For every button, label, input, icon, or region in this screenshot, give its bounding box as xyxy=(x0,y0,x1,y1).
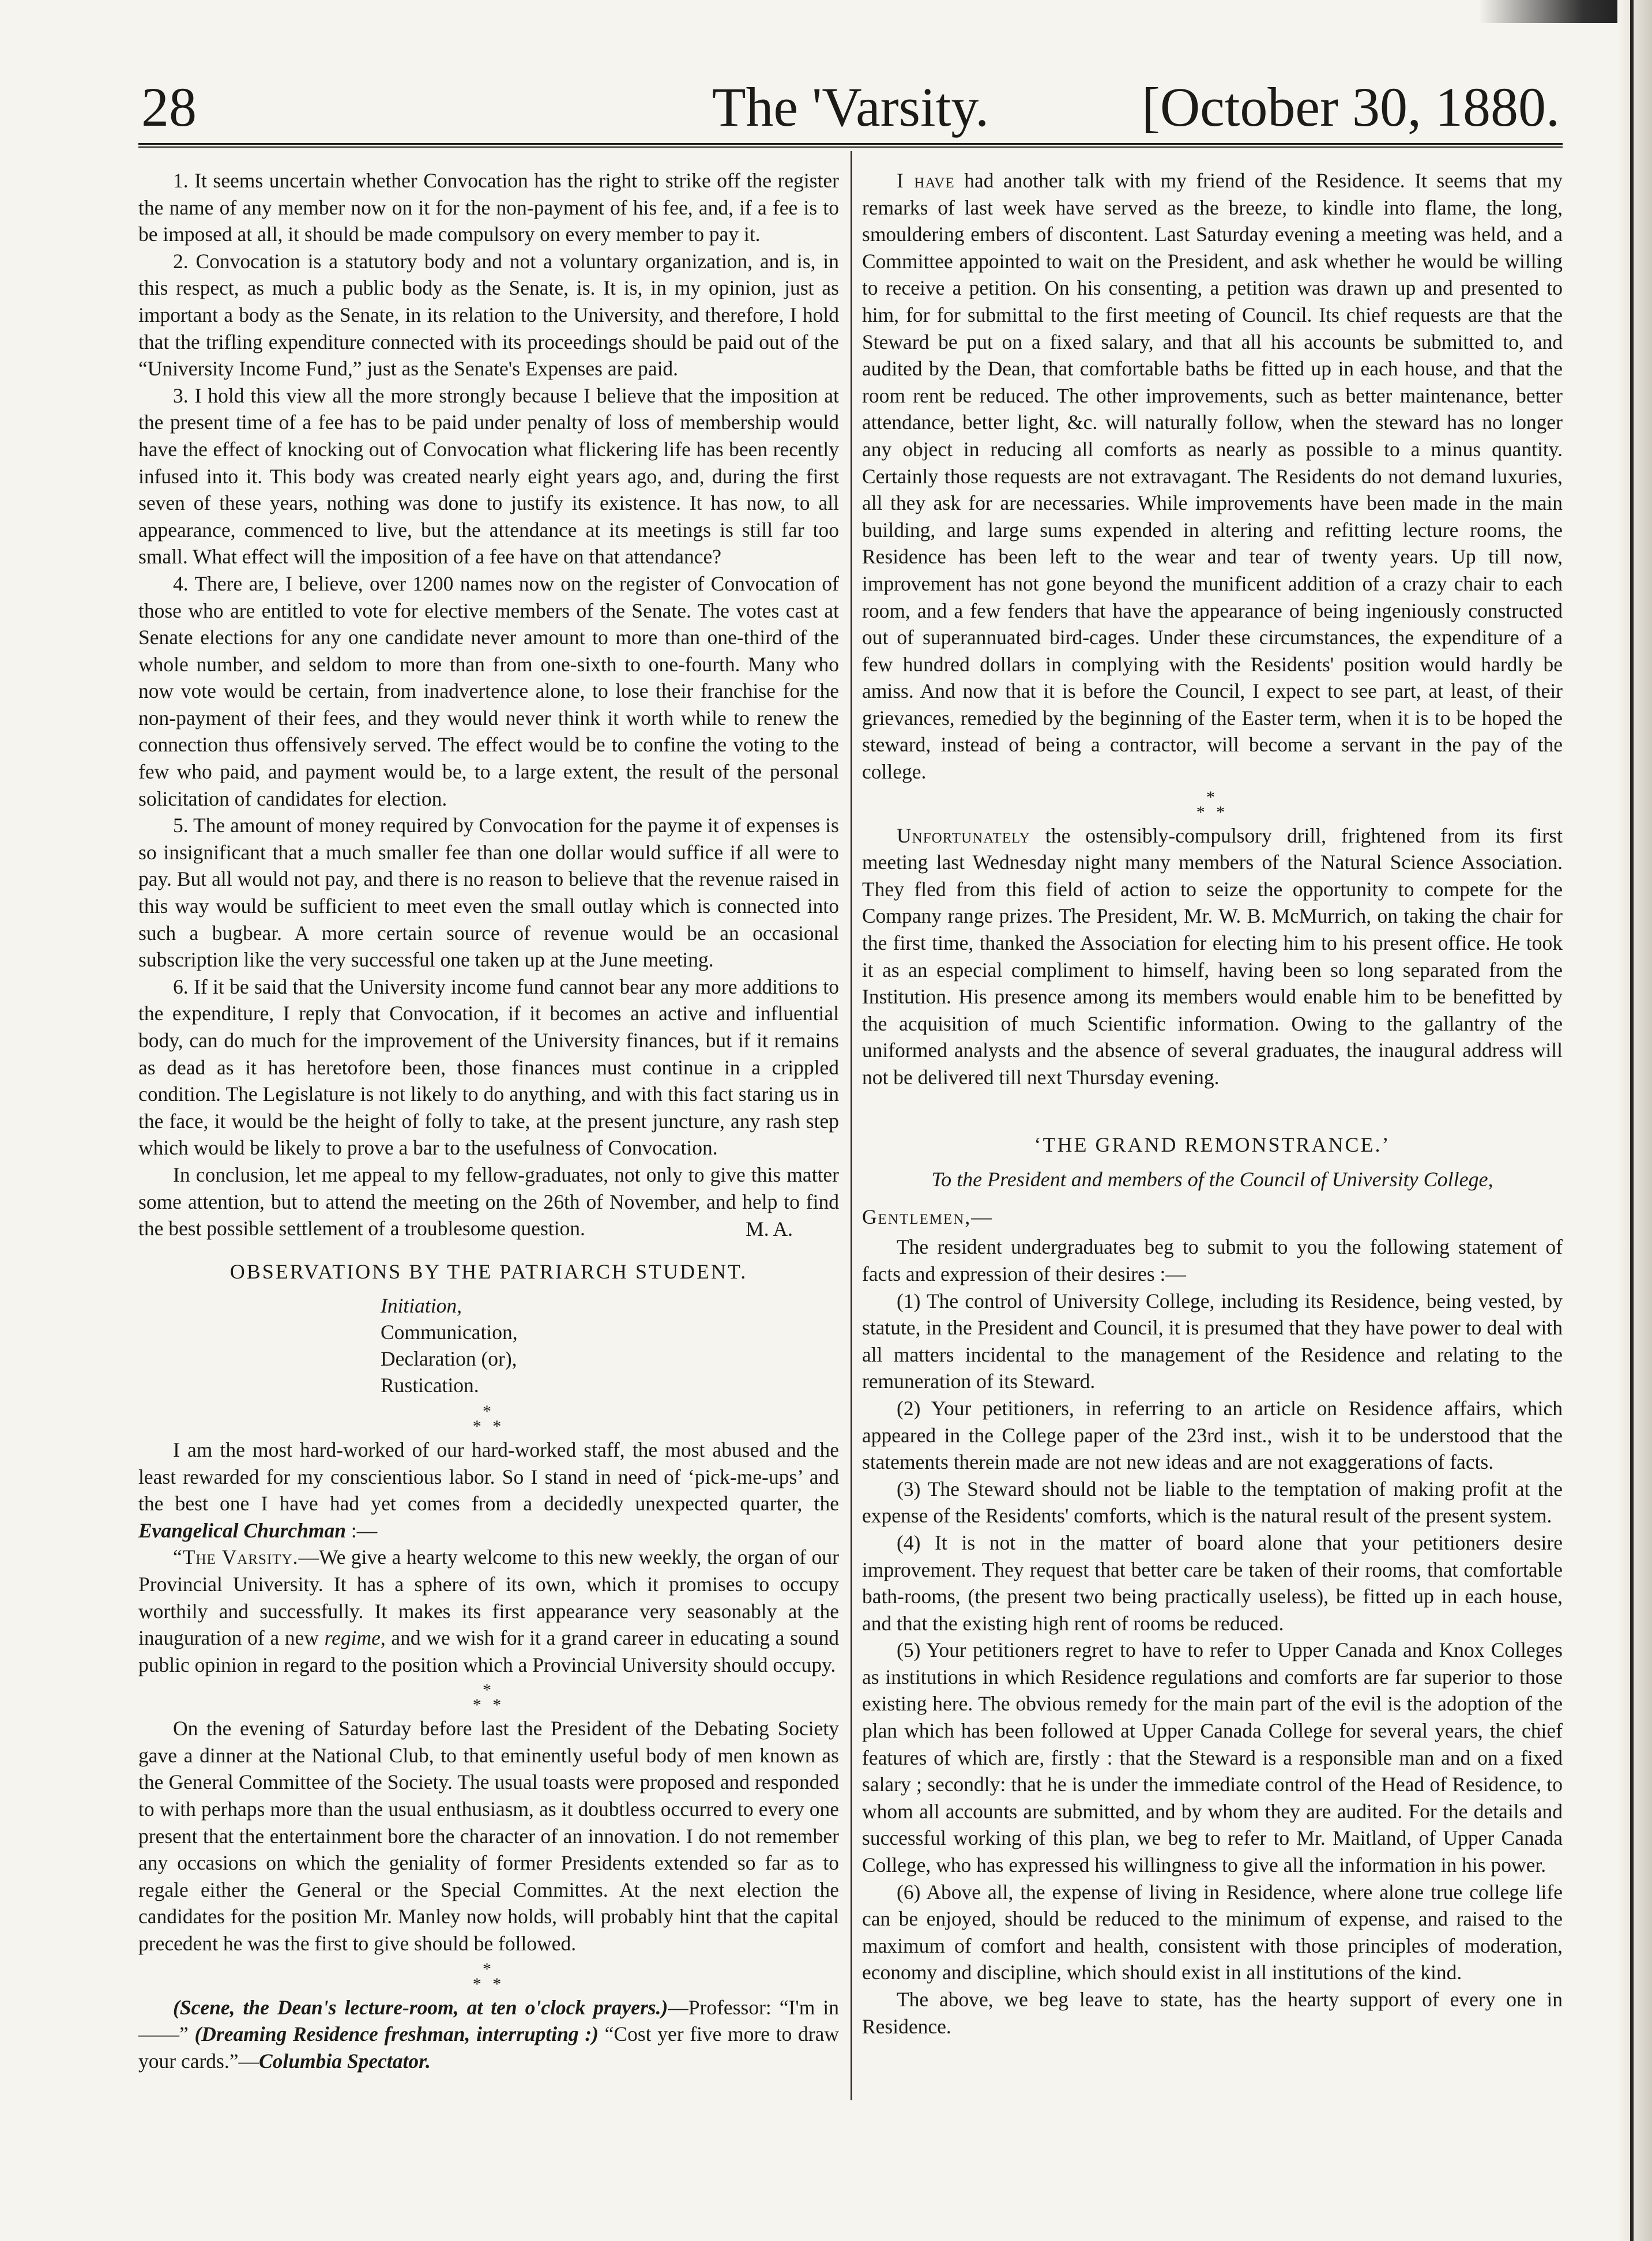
scene-reply: “Cost yer five more to draw your cards.”— xyxy=(138,2022,840,2073)
scene-interruption: (Dreaming Residence freshman, interrupting :) xyxy=(194,2022,599,2046)
remonstrance-closing: The above, we beg leave to state, has the hearty support of every one in Residence. xyxy=(862,1988,1563,2038)
remonstrance-item-2: (2) Your petitioners, in referring to an article on Residence affairs, which appeared in the College paper of the 23rd inst., wish it to be understood that the statements therein made are not new ideas and are not exaggerations of facts. xyxy=(862,1396,1563,1474)
convocation-point-3: 3. I hold this view all the more strongly because I believe that the imposition at the present time of a fee has to be paid under penalty of loss of membership would have the effect of knocking out of Convocation what flickering life has been recently infused into it. This body was created nearly eight years ago, and, during the first seven of these years, nothing was done to justify its existence. It has now, to all appearance, commenced to live, but the attendance at its meetings is still far too small. What effect will the imposition of a fee have on that attendance? xyxy=(138,383,839,569)
verse-line: Initiation, xyxy=(381,1294,462,1317)
left-column xyxy=(138,167,839,2074)
drill-paragraph xyxy=(862,822,1563,1091)
residence-lead: I have xyxy=(897,169,955,192)
conclusion-paragraph: In conclusion, let me appeal to my fellow-graduates, not only to give this matter some attention, but to attend the meeting on the 26th of November, and help to find the best possible settlement of a troublesome question. xyxy=(138,1163,839,1240)
drill-text: the ostensibly-compulsory drill, frightened from its first meeting last Wednesday night many members of the Natural Science Association. They fled from this field of action to seize the opportunity to compete for the Company range prizes. The President, Mr. W. B. McMurrich, on taking the chair for the first time, thanked the Association for electing him to his present office. He took it as an especial compliment to himself, having been so long separated from the Institution. His presence among its members would enable him to be benefitted by the acquisition of much Scientific information. Owing to the gallantry of the uniformed analysts and the absence of several graduates, the inaugural address will not be delivered till next Thursday evening. xyxy=(862,824,1563,1089)
scene-source: Columbia Spectator. xyxy=(258,2049,431,2073)
convocation-point-5: 5. The amount of money required by Convocation for the payme it of expenses is so insignificant that a much smaller fee than one dollar would suffice if all were to pay. But all would not pay, and there is no reason to believe that the revenue raised in this way would be sufficient to meet even the small outlay which is connected into such a bugbear. A more certain source of revenue would be an occasional subscription like the very successful one taken up at the June meeting. xyxy=(138,814,839,972)
binding-spine xyxy=(1630,0,1634,2241)
observations-paragraph xyxy=(138,1437,839,1544)
observations-heading: OBSERVATIONS BY THE PATRIARCH STUDENT. xyxy=(229,1260,748,1284)
observations-verse xyxy=(381,1292,839,1398)
remonstrance-address: To the President and members of the Council of University College, xyxy=(931,1168,1493,1191)
header-rule xyxy=(138,143,1563,148)
page-binding-edge xyxy=(1617,0,1652,2241)
newspaper-title: The 'Varsity. xyxy=(712,76,989,138)
remonstrance-intro: The resident undergraduates beg to submit to you the following statement of facts and expression of their desires :— xyxy=(862,1235,1563,1285)
section-asterism: * * * xyxy=(472,1959,505,1994)
remonstrance-heading: ‘THE GRAND REMONSTRANCE.’ xyxy=(1034,1133,1391,1156)
column-divider xyxy=(851,151,852,2100)
quote-lead: “The Varsity. xyxy=(173,1546,299,1569)
salutation: Gentlemen,— xyxy=(862,1205,993,1228)
remonstrance-item-6: (6) Above all, the expense of living in Residence, where alone true college life can be enjoyed, should be reduced to the minimum of expense, and raised to the maximum of comfort and health, consistent with those principles of moderation, economy and discipline, which should exist in all institutions of the kind. xyxy=(862,1880,1563,1984)
residence-paragraph xyxy=(862,167,1563,785)
quoted-source: Evangelical Churchman xyxy=(138,1518,346,1542)
verse-line: Communication, xyxy=(381,1320,518,1344)
drill-lead: Unfortunately xyxy=(897,824,1030,847)
dinner-paragraph: On the evening of Saturday before last the President of the Debating Society gave a dinner at the National Club, to that eminently useful body of men known as the General Committee of the Society. The usual toasts were proposed and responded to with perhaps more than the usual enthusiasm, as it doubtless occurred to every one present that the entertainment bore the character of an innovation. I do not remember any occasions on which the geniality of former Presidents extended so far as to regale either the General or the Special Committes. At the next election the candidates for the position Mr. Manley now holds, will probably hint that the capital precedent he was the first to give should be followed. xyxy=(138,1717,839,1956)
issue-date: [October 30, 1880. xyxy=(1141,76,1560,138)
page-number: 28 xyxy=(141,76,197,138)
convocation-point-4: 4. There are, I believe, over 1200 names now on the register of Convocation of those who are entitled to vote for elective members of the Senate. The votes cast at Senate elections for any one candidate never amount to more than one-third of the whole number, and seldom to more than from one-sixth to one-fourth. Many who now vote would be certain, from inadvertence alone, to lose their franchise for the non-payment of their fees, and they would never think it worth while to renew the connection thus offensively served. The effect would be to confine the voting to the few who paid, and payment would be, to a large extent, the result of the personal solicitation of candidates for election. xyxy=(138,571,839,810)
remonstrance-item-3: (3) The Steward should not be liable to the temptation of making profit at the expense of the Residents' comforts, which is the natural result of the present system. xyxy=(862,1477,1563,1528)
convocation-point-2: 2. Convocation is a statutory body and not a voluntary organization, and is, in this respect, as much a public body as the Senate, is. It is, in my opinion, just as important a body as the Senate, in its relation to the University, and therefore, I hold that the trifling expenditure connected with its proceedings should be paid out of the “University Income Fund,” just as the Senate's Expenses are paid. xyxy=(138,249,839,381)
scene-paragraph xyxy=(138,1994,839,2075)
scene-dialogue: —Professor: “I'm in——” xyxy=(138,1995,839,2046)
masthead xyxy=(141,69,1560,138)
remonstrance-item-4: (4) It is not in the matter of board alone that your petitioners desire improvement. They request that better care be taken of their rooms, that comfortable bath-rooms, (the present two being practically useless), be fitted up in each house, and that the existing high rent of rooms be reduced. xyxy=(862,1531,1563,1635)
verse-line: Rustication. xyxy=(381,1373,479,1397)
remonstrance-item-1: (1) The control of University College, including its Residence, being vested, by statute, in the President and Council, it is presumed that they have power to deal with all matters incidental to the management of the Residence and relating to the remuneration of its Steward. xyxy=(862,1289,1563,1393)
section-asterism: * * * xyxy=(1196,787,1229,822)
verse-line: Declaration (or), xyxy=(381,1347,517,1370)
observations-text-end: :— xyxy=(346,1518,378,1542)
residence-text: had another talk with my friend of the Residence. It seems that my remarks of last week have served as the breeze, to kindle into flame, the long, smouldering embers of discontent. Last Saturday evening a meeting was held, and a Committee appointed to wait on the President, and ask whether he would be willing to receive a petition. On his consenting, a petition was drawn up and presented to him, for for submittal to the first meeting of Council. Its chief requests are that the Steward be put on a fixed salary, and that all his accounts be submitted to, and audited by the Dean, that comfortable baths be fitted up in each house, and that the room rent be reduced. The other improvements, such as better maintenance, better attendance, better light, &c. will naturally follow, when the steward has no longer any object in reducing all comforts as nearly as possible to a minus quantity. Certainly those requests are not extravagant. The Residents do not demand luxuries, all they ask for are necessaries. While improvements have been made in the main building, and large sums expended in altering and refitting lecture rooms, the Residence has been left to the wear and tear of twenty years. Up till now, improvement has not gone beyond the munificent addition of a crazy chair to each room, and a few fenders that have the appearance of being ingeniously constructed out of superannuated bird-cages. Under these circumstances, the expenditure of a few hundred dollars in complying with the Residents' position would hardly be amiss. And now that it is before the Council, I expect to see part, at least, of their grievances, remedied by the beginning of the Easter term, when it is to be hoped the steward, instead of being a contractor, will become a servant in the pay of the college. xyxy=(862,169,1563,784)
section-asterism: * * * xyxy=(472,1680,505,1715)
right-column xyxy=(862,167,1563,2040)
remonstrance-item-5: (5) Your petitioners regret to have to refer to Upper Canada and Knox Colleges as institutions in which Residence regulations and comforts are far superior to those existing here. The obvious remedy for the main part of the evil is the adoption of the plan which has been followed at Upper Canada College for several years, the chief features of which are, firstly : that the Steward is a responsible man and on a fixed salary ; secondly: that he is under the immediate control of the Head of Residence, to whom all accounts are submitted, and by whom they are audited. For the details and successful working of this plan, we beg to refer to Mr. Maitland, of Upper Canada College, who has expressed his willingness to give all the information in his power. xyxy=(862,1638,1563,1877)
quote-regime: regime xyxy=(324,1626,381,1650)
observations-text: I am the most hard-worked of our hard-worked staff, the most abused and the least rewarded for my conscientious labor. So I stand in need of ‘pick-me-ups’ and the best one I have had yet comes from a decidedly unexpected quarter, the xyxy=(138,1438,839,1516)
convocation-point-6: 6. If it be said that the University income fund cannot bear any more additions to the expenditure, I reply that Convocation, if it becomes an active and influential body, can do much for the improvement of the University finances, but if it remains as dead as it has heretofore been, those finances must continue in a crippled condition. The Legislature is not likely to do anything, and with this fact staring us in the face, it would be the height of folly to take, at the present juncture, any rash step which would be likely to prove a bar to the usefulness of Convocation. xyxy=(138,975,839,1160)
convocation-point-1: 1. It seems uncertain whether Convocation has the right to strike off the register the name of any member now on it for the non-payment of his fee, and, if a fee is to be imposed at all, it should be made compulsory on every member to pay it. xyxy=(138,169,839,246)
letter-signature: M. A. xyxy=(746,1217,793,1240)
varsity-quote xyxy=(138,1544,839,1678)
scene-setting: (Scene, the Dean's lecture-room, at ten o'clock prayers.) xyxy=(173,1995,668,2019)
quote-text: —We give a hearty welcome to this new weekly, the organ of our Provincial University. It has a sphere of its own, which it promises to occupy worthily and successfully. It makes its first appearance very seasonably at the inauguration of a new xyxy=(138,1546,839,1650)
quote-text-end: , and we wish for it a grand career in educating a sound public opinion in regard to the position which a Provincial University should occupy. xyxy=(138,1626,839,1676)
section-asterism: * * * xyxy=(472,1401,505,1436)
